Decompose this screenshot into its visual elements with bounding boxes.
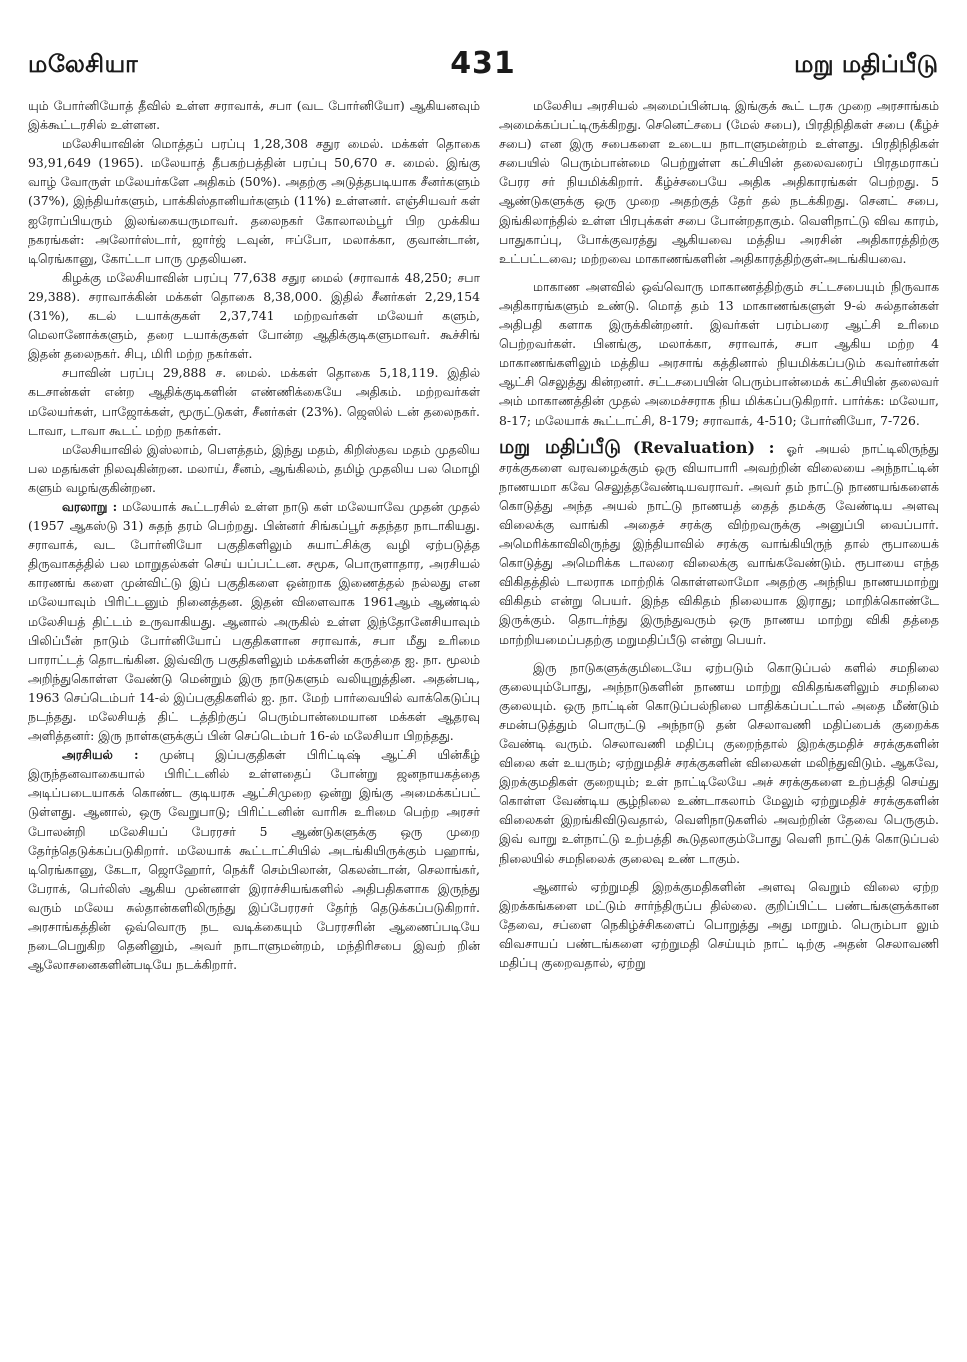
page-header [28,46,938,90]
paragraph: இரு நாடுகளுக்குமிடையே ஏற்படும் கொடுப்பல் களில் சமநிலை குலையும்போது, அந்நாடுகளின் நாணய மாற்று விகிதங்களிலும் சமநிலை குலையும். ஒரு நாட்டின் கொடுப்பல்நிலை பாதிக்கப்பட்டால் அதை மீண்டும் சமன்படுத்தும் பொருட்டு அந்நாடு தன் செலாவணி மதிப்பைக் குறைக்க வேண்டி வரும். செலாவணி மதிப்பு குறைந்தால் இறக்குமதிச் சரக்குகளின் விலை கள் உயரும்; ஏற்றுமதிச் சரக்குகளின் விலைகள் மலிந்துவிடும். ஆகவே, இறக்குமதிகள் குறையும்; உள் நாட்டிலேயே அச் சரக்குகளை உற்பத்தி செய்து கொள்ள வேண்டிய சூழ்நிலை உண்டாகலாம் மேலும் ஏற்றுமதிச் சரக்குகளின் விலைகள் இறங்கிவிடுவதால், வெளிநாடுகளில் அவற்றின் தேவை பெருகும். இவ் வாறு உள்நாட்டு உற்பத்தி கூடுதலாகும்போது வெளி நாட்டுக் கொடுப்பல் நிலையில் சமநிலைக் குலைவு உண் டாகும். [499,659,939,866]
entry-english-term: (Revaluation) : [632,437,775,457]
paragraph: யும் போர்னியோத் தீவில் உள்ள சராவாக், சபா (வட போர்னியோ) ஆகியனவும் இக்கூட்டரசில் உள்ளன. [28,98,480,133]
paragraph: மாகாண அளவில் ஒவ்வொரு மாகாணத்திற்கும் சட்டசபையும் நிருவாக அதிகாரங்களும் உண்டு. மொத் தம் 13 மாகாணங்களுள் 9-ல் சுல்தான்கள் அதிபதி களாக இருக்கின்றனர். இவர்கள் பரம்பரை ஆட்சி உரிமை பெற்றவர்கள். பினங்கு, மலாக்கா, சராவாக், சபா ஆகிய மற்ற 4 மாகாணங்களிலும் மத்திய அரசாங் கத்தினால் நியமிக்கப்படும் கவர்னர்கள் ஆட்சி செலுத்து கின்றனர். சட்டசபையின் பெரும்பான்மைக் கட்சியின் தலைவர் அம் மாகாணத்தின் முதல் அமைச்சராக நிய மிக்கப்படுகிறார். பார்க்க: மலேயா, 8-17; மலேயாக் கூட்டாட்சி, 8-179; சராவாக், 4-510; போர்னியோ, 7-726. [499,278,939,428]
paragraph: மலேசியாவின் மொத்தப் பரப்பு 1,28,308 சதுர மைல். மக்கள் தொகை 93,91,649 (1965). மலேயாத் தீபகற்பத்தின் பரப்பு 50,670 ச. மைல். இங்கு வாழ் வோருள் மலேயர்களே அதிகம் (50%). அதற்கு அடுத்தபடியாக சீனர்களும் (37%), இந்தியர்களும், பாக்கிஸ்தானியர்களும் (11%) உள்ளனர். எஞ்சியவர் கள் ஐரோப்பியரும் இலங்கையருமாவர். தலைநகர் கோலாலம்பூர் பிற முக்கிய நகரங்கள்: அலோர்ஸ்டார், ஜார்ஜ் டவுன், ஈப்போ, மலாக்கா, குவான்டான், டிரெங்கானு, கோட்டா பாரு முதலியன. [28,136,480,266]
paragraph-text: ஓர் அயல் நாட்டிலிருந்து சரக்குகளை வரவழைக்கும் ஒரு வியாபாரி அவற்றின் விலையை அந்நாட்டின் நாணயமா கவே செலுத்தவேண்டியவராவர். அவர் தம் நாட்டு நாணயங்களைக் கொடுத்து அந்த அயல் நாட்டு நாணயத் தைத் தமக்கு வேண்டிய அளவு விலைக்கு வாங்கி அதைச் சரக்கு விற்றவருக்கு அனுப்பி வைப்பார். அமெரிக்காவிலிருந்து இந்தியாவில் சரக்கு வாங்கியிருந் தால் ரூபாயைக் கொடுத்து அமெரிக்க டாலரை விலைக்கு வாங்கவேண்டும். ரூபாயை எந்த விகிதத்தில் டாலராக மாற்றிக் கொள்ளலாமோ அதற்கு அந்நிய நாணயமாற்று விகிதம் என்று பெயர். இந்த விகிதம் நிலையாக இராது; மாறிக்கொண்டே இருக்கும். தொடர்ந்து இருந்துவரும் ஒரு நாணய மாற்று விகி தத்தை மாற்றியமைப்பதற்கு மறுமதிப்பீடு என்று பெயர். [499,440,939,647]
paragraph: மலேசியாவில் இஸ்லாம், பௌத்தம், இந்து மதம், கிறிஸ்தவ மதம் முதலிய பல மதங்கள் நிலவுகின்றன. மலாய், சீனம், ஆங்கிலம், தமிழ் முதலிய பல மொழி களும் வழங்குகின்றன. [28,441,480,495]
entry-paragraph [499,435,939,649]
running-head-right: மறு மதிப்பீடு [794,50,938,78]
paragraph: கிழக்கு மலேசியாவின் பரப்பு 77,638 சதுர மைல் (சராவாக் 48,250; சபா 29,388). சராவாக்கின் மக்கள் தொகை 8,38,000. இதில் சீனர்கள் 2,29,154 (31%), கடல் டயாக்குகள் 2,37,741 மற்றவர்கள் மலேயர் களும், மெலானோக்களும், தரை டயாக்குகள் போன்ற ஆதிக்குடிகளுமாவர். கூச்சிங் இதன் தலைநகர். சிபு, மிரி மற்ற நகர்கள். [28,269,480,362]
paragraph: ஆனால் ஏற்றுமதி இறக்குமதிகளின் அளவு வெறும் விலை ஏற்ற இறக்கங்களை மட்டும் சார்ந்திருப்ப தில்லை. குறிப்பிட்ட பண்டங்களுக்கான தேவை, சப்ளை நெகிழ்ச்சிகளைப் பொறுத்து அது மாறும். பெரும்பா லும் விவசாயப் பண்டங்களை ஏற்றுமதி செய்யும் நாட் டிற்கு அதன் செலாவணி மதிப்பு குறைவதால், ஏற்று [499,878,939,971]
government-paragraph [28,745,480,974]
section-label-government: அரசியல் : [62,747,139,763]
paragraph-text: மலேயாக் கூட்டரசில் உள்ள நாடு கள் மலேயாவே முதன் முதல் (1957 ஆகஸ்டு 31) சுதந் தரம் பெற்றது. பின்னர் சிங்கப்பூர் சுதந்தர நாடாகியது. சராவாக், வட போர்னியோ பகுதிகளிலும் சுயாட்சிக்கு வழி ஏற்படுத்த திருவாகத்தில் பல மாறுதல்கள் செய் யப்பட்டன. சமூக, பொருளாதார, அரசியல் காரணங் களை முன்விட்டு இப் பகுதிகளை ஒன்றாக இணைத்தல் நல்லது என மலேயாவும் பிரிட்டனும் நினைத்தன. இதன் விளைவாக 1961ஆம் ஆண்டில் மலேசியத் திட்டம் உருவாகியது. ஆனால் அருகில் உள்ள இந்தோனேசியாவும் பிலிப்பீன் நாடும் போர்னியோப் பகுதிகளான சராவாக், சபா மீது உரிமை பாராட்டத் தொடங்கின. இவ்விரு பகுதிகளிலும் மக்களின் கருத்தை ஐ. நா. மூலம் அறிந்துகொள்ள வேண்டு மென்றும் இரு நாடுகளும் வலியுறுத்தின. அதன்படி, 1963 செப்டெம்பர் 14-ல் இப்பகுதிகளில் ஐ. நா. மேற் பார்வையில் வாக்கெடுப்பு நடந்தது. மலேசியத் திட் டத்திற்குப் பெரும்பான்மையான மக்கள் ஆதரவு அளித்தனர்: இரு நாள்களுக்குப் பின் செப்டெம்பர் 16-ல் மலேசியா பிறந்தது. [28,498,480,744]
paragraph: மலேசிய அரசியல் அமைப்பின்படி இங்குக் கூட் டரசு முறை அரசாங்கம் அமைக்கப்பட்டிருக்கிறது. செனெட்சபை (மேல் சபை), பிரதிநிதிகள் சபை (கீழ்ச் சபை) என இரு சபைகளை உடைய நாடாளுமன்றம் உள்ளது. பிரதிநிதிகள் சபையில் பெரும்பான்மை பெற்றுள்ள கட்சியின் தலைவரைப் பிரதமராகப் பேரர சர் நியமிக்கிறார். கீழ்ச்சபையே அதிக அதிகாரங்கள் பெற்றது. 5 ஆண்டுகளுக்கு ஒரு முறை அதற்குத் தேர் தல் நடக்கிறது. செனட் சபை, இங்கிலாந்தில் உள்ள பிரபுக்கள் சபை போன்றதாகும். வெளிநாட்டு விவ காரம், பாதுகாப்பு, போக்குவரத்து ஆகியவை மத்திய அரசின் அதிகாரத்திற்கு உட்பட்டவை; மற்றவை மாகாணங்களின் அதிகாரத்திற்குள்அடங்கியவை. [499,98,939,266]
running-head-left: மலேசியா [28,50,139,78]
left-column [28,96,480,1328]
paragraph: சபாவின் பரப்பு 29,888 ச. மைல். மக்கள் தொகை 5,18,119. இதில் கடசான்கள் என்ற ஆதிக்குடிகளின் எண்ணிக்கையே அதிகம். மற்றவர்கள் மலேயர்கள், பாஜோக்கள், மூருட்டுகள், சீனர்கள் (23%). ஜெஸில் டன் தலைநகர். டாவா, டாவா கூடட் மற்ற நகர்கள். [28,365,480,438]
page-number: 431 [450,46,516,81]
entry-title: மறு மதிப்பீடு [499,435,621,458]
history-paragraph [28,497,480,745]
paragraph-text: முன்பு இப்பகுதிகள் பிரிட்டிஷ் ஆட்சி யின்கீழ் இருந்தனவாகையால் பிரிட்டனில் உள்ளதைப் போன்று ஜனநாயகத்தை அடிப்படையாகக் கொண்ட குடியரசு ஆட்சிமுறை ஒன்று இங்கு அமைக்கப்பட் டுள்ளது. ஆனால், ஒரு வேறுபாடு; பிரிட்டனின் வாரிசு உரிமை பெற்ற அரசர் போலன்றி மலேசியப் பேரரசர் 5 ஆண்டுகளுக்கு ஒரு முறை தேர்ந்தெடுக்கப்படுகிறார். மலேயாக் கூட்டாட்சியில் அடங்கியிருக்கும் பஹாங், டிரெங்கானு, கேடா, ஜொஹோர், நெக்ரீ செம்பிலான், கெலன்டான், செலாங்கர், பேராக், பெர்லிஸ் ஆகிய முன்னாள் இராச்சியங்களில் அதிபதிகளாக இருந்து வரும் மலேய சுல்தான்களிலிருந்து இப்பேரரசர் தேர்ந் தெடுக்கப்படுகிறார். அரசாங்கத்தின் ஒவ்வொரு நட வடிக்கையும் பேரரசரின் ஆணைப்படியே நடைபெறுகிற தெனினும், அவர் நாடாளுமன்றம், மந்திரிசபை இவற் றின் ஆலோசனைகளின்படியே நடக்கிறார். [28,747,480,973]
right-column [499,96,939,1328]
section-label-history: வரலாறு : [62,498,118,514]
